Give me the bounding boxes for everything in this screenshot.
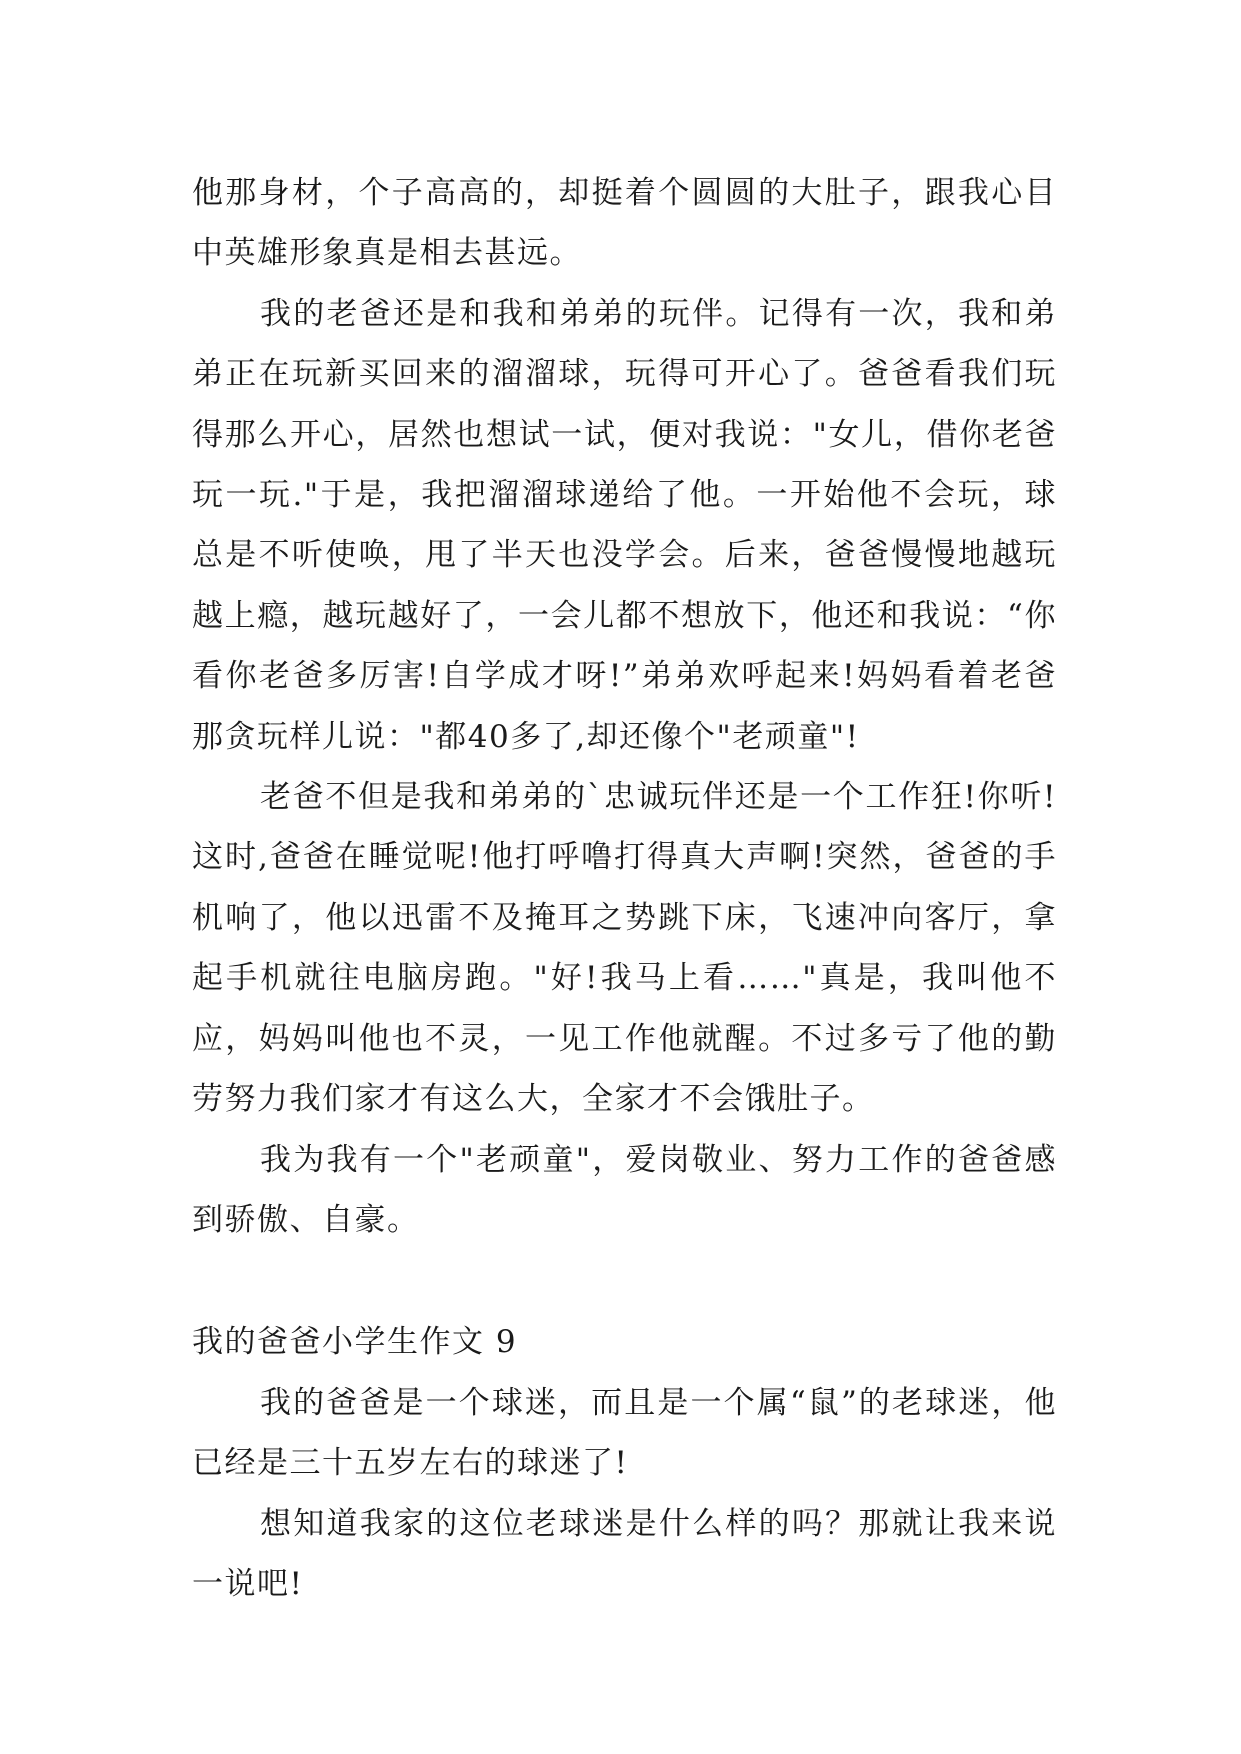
paragraph-3: 老爸不但是我和弟弟的`忠诚玩伴还是一个工作狂!你听!这时,爸爸在睡觉呢!他打呼噜打得真大声啊!突然，爸爸的手机响了，他以迅雷不及掩耳之势跳下床，飞速冲向客厅，拿起手机就往电脑房跑。"好!我马上看……"真是，我叫他不应，妈妈叫他也不灵，一见工作他就醒。不过多亏了他的勤劳努力我们家才有这么大，全家才不会饿肚子。	[192, 779, 1057, 1118]
paragraph-4: 我为我有一个"老顽童"，爱岗敬业、努力工作的爸爸感到骄傲、自豪。	[192, 1141, 1057, 1238]
paragraph-6: 想知道我家的这位老球迷是什么样的吗？那就让我来说一说吧!	[192, 1505, 1057, 1602]
paragraph-1: 他那身材，个子高高的，却挺着个圆圆的大肚子，跟我心目中英雄形象真是相去甚远。	[192, 175, 1057, 272]
paragraph-2: 我的老爸还是和我和弟弟的玩伴。记得有一次，我和弟弟正在玩新买回来的溜溜球，玩得可开心了。爸爸看我们玩得那么开心，居然也想试一试，便对我说："女儿，借你老爸玩一玩."于是，我把溜溜球递给了他。一开始他不会玩，球总是不听使唤，甩了半天也没学会。后来，爸爸慢慢地越玩越上瘾，越玩越好了，一会儿都不想放下，他还和我说：“你看你老爸多厉害!自学成才呀!”弟弟欢呼起来!妈妈看着老爸那贪玩样儿说："都40多了,却还像个"老顽童"!	[192, 295, 1057, 755]
paragraph-5: 我的爸爸是一个球迷，而且是一个属“鼠”的老球迷，他已经是三十五岁左右的球迷了!	[192, 1384, 1057, 1482]
section-gap	[192, 1250, 1057, 1312]
section-heading: 我的爸爸小学生作文 9	[192, 1324, 518, 1361]
document-body	[192, 163, 1057, 1614]
